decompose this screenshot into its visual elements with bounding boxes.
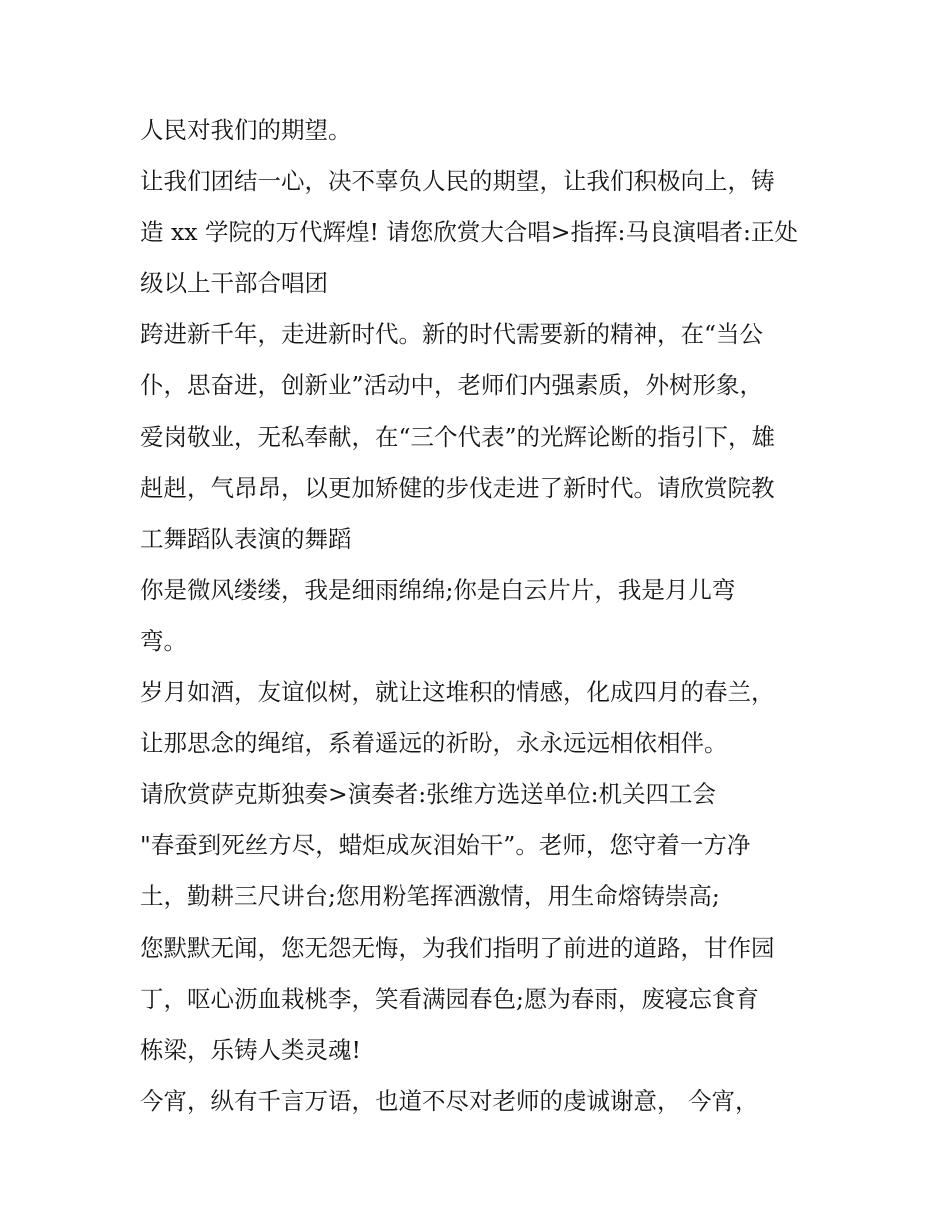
text-line: 丁，呕心沥血栽桃李，笑看满园春色;愿为春雨，废寝忘食育: [140, 984, 759, 1013]
text-line: 赳赳，气昂昂，以更加矫健的步伐走进了新时代。请欣赏院教: [140, 473, 775, 502]
text-line: 人民对我们的期望。: [140, 116, 352, 144]
text-line: 仆，思奋进，创新业”活动中，老师们内强素质，外树形象，: [140, 371, 764, 400]
text-line: 弯。: [140, 626, 187, 655]
text-line: "春蚕到死丝方尽，蜡炬成灰泪始干”。老师，您守着一方净: [140, 831, 751, 860]
text-line: 你是微风缕缕，我是细雨绵绵;你是白云片片，我是月儿弯: [140, 575, 736, 604]
text-line: 造 xx 学院的万代辉煌! 请您欣赏大合唱>指挥:马良演唱者:正处: [140, 218, 798, 247]
text-line: 岁月如酒，友谊似树，就让这堆积的情感，化成四月的春兰，: [140, 678, 775, 707]
text-line: 跨进新千年，走进新时代。新的时代需要新的精神，在“当公: [140, 320, 764, 349]
text-line: 土，勤耕三尺讲台;您用粉笔挥洒激情，用生命熔铸崇高;: [140, 882, 720, 911]
text-line: 级以上干部合唱团: [140, 269, 328, 298]
text-line: 请欣赏萨克斯独奏>演奏者:张维方选送单位:机关四工会: [140, 780, 717, 809]
text-line: 让我们团结一心，决不辜负人民的期望，让我们积极向上，铸: [140, 167, 775, 196]
text-line: 您默默无闻，您无怨无悔，为我们指明了前进的道路，甘作园: [140, 933, 775, 962]
document-body: [140, 105, 820, 1127]
text-line: 工舞蹈队表演的舞蹈: [140, 524, 352, 553]
text-line: 让那思念的绳绾，系着遥远的祈盼，永永远远相依相伴。: [140, 729, 728, 758]
text-line: 今宵，纵有千言万语，也道不尽对老师的虔诚谢意， 今宵，: [140, 1086, 759, 1115]
text-line: 爱岗敬业，无私奉献，在“三个代表”的光辉论断的指引下，雄: [140, 422, 776, 451]
text-line: 栋梁，乐铸人类灵魂!: [140, 1035, 361, 1064]
